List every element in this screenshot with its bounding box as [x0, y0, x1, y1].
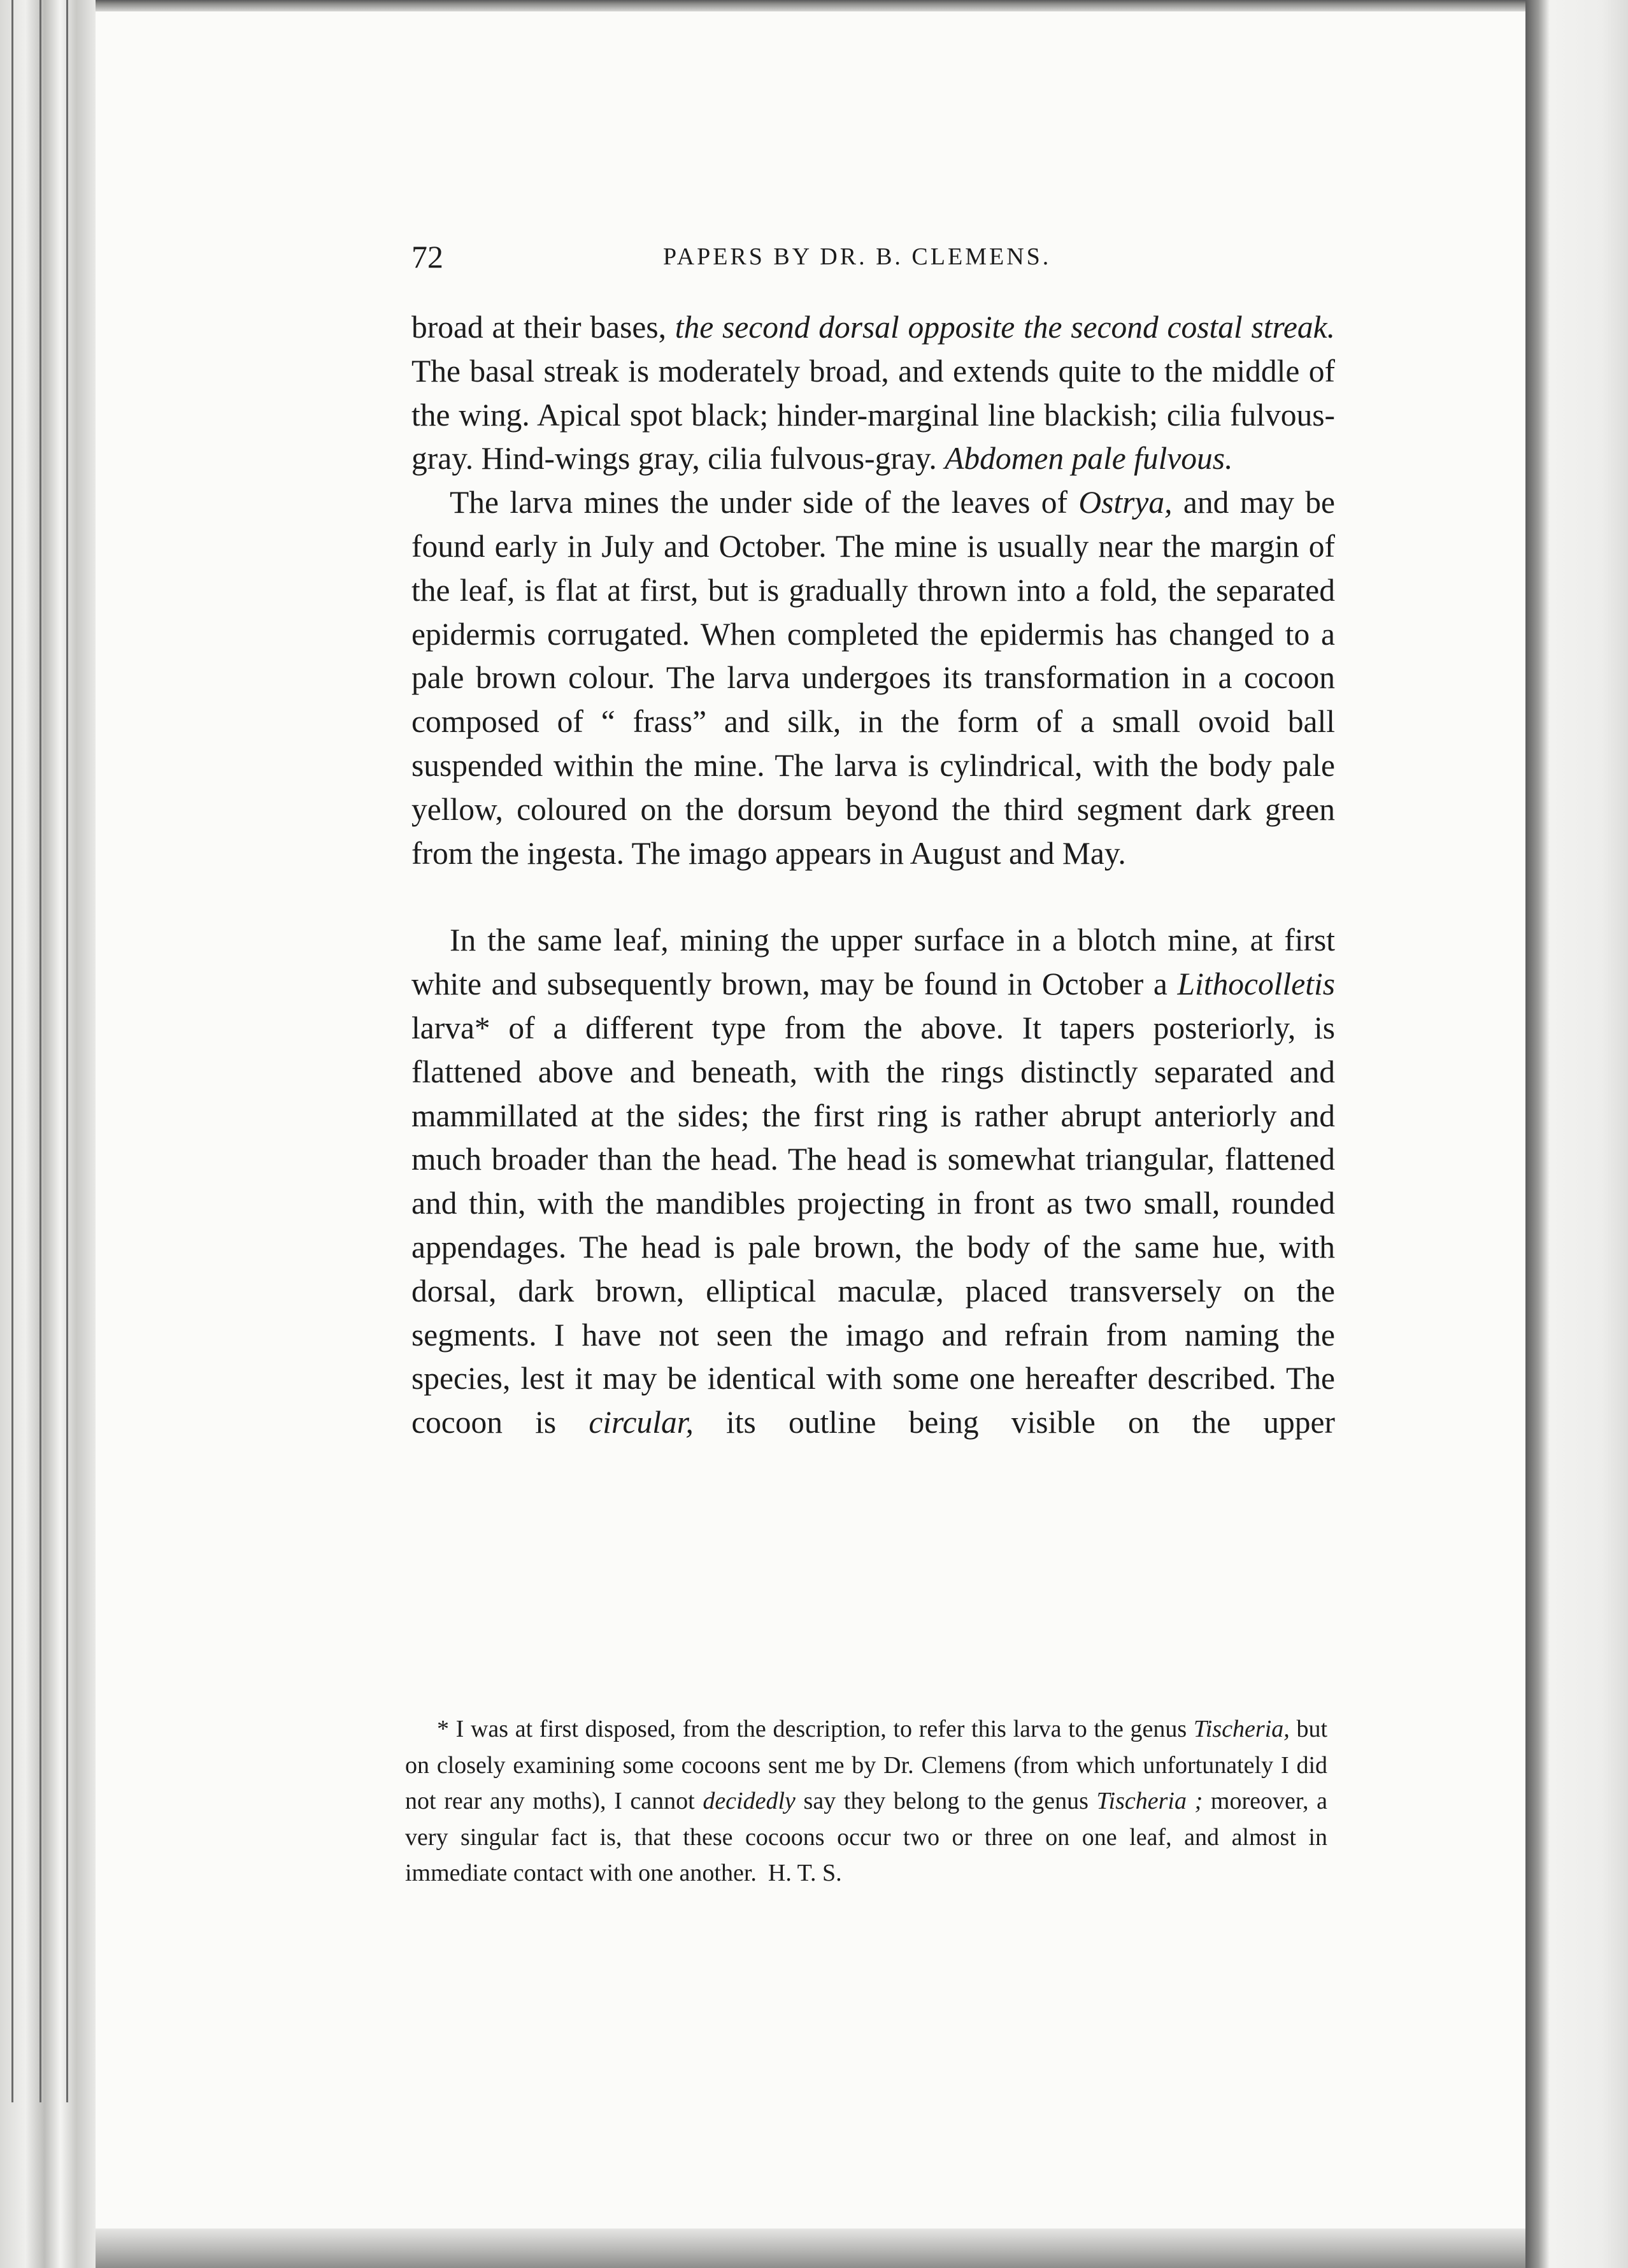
footnote-mark: *: [437, 1716, 449, 1742]
footnote-signature: H. T. S.: [768, 1860, 842, 1886]
footnote-text-end: moreover, a very singular fact is, that these cocoons occur two or three on one leaf, and almost in immediate contact with one another.: [405, 1788, 1328, 1886]
paragraph-2-italic: Ostrya,: [1078, 485, 1173, 520]
paragraph-1-text-cont: The basal streak is moderately broad, and extends quite to the middle of the wing. Apical spot black; hinder-marginal line blackish; cilia fulvous-gray. Hind-wings gray, cilia fulvous-gray.: [411, 353, 1335, 477]
paragraph-1-italic-end: Abdomen pale fulvous.: [945, 441, 1233, 477]
paragraph-3-italic-circular: circular,: [589, 1405, 694, 1440]
running-head: [411, 234, 1341, 279]
footnote-text-cont: but on closely examining some cocoons sent me by Dr. Clemens (from which unfortunately I did not rear any moths), I cannot: [405, 1716, 1327, 1814]
page-bottom-edge: [96, 2229, 1525, 2268]
paragraph-2: [411, 481, 1335, 875]
footnote-text-cont-2: say they belong to the genus: [795, 1788, 1097, 1814]
paragraph-3: [411, 919, 1335, 1445]
page-number: 72: [411, 239, 443, 275]
book-binding-left: [0, 0, 96, 2268]
paragraph-3-text-cont: larva* of a different type from the above. It tapers posteriorly, is flattened above and beneath, with the rings distinctly separated and mammillated at the sides; the first ring is rather abrupt anteriorly and much broader than the head. The head is somewhat triangular, flattened and thin, with the mandibles projecting in front as two small, rounded appendages. The head is pale brown, the body of the same hue, with dorsal, dark brown, elliptical maculæ, placed transversely on the segments. I have not seen the imago and refrain from naming the species, lest it may be identical with some one hereafter described. The cocoon is: [411, 1010, 1335, 1440]
footnote-italic-decidedly: decidedly: [703, 1788, 796, 1814]
paragraph-gap: [411, 875, 1335, 919]
footnote-italic-genus: Tischeria,: [1193, 1716, 1290, 1742]
page-top-edge: [96, 0, 1529, 11]
footnote: [405, 1711, 1327, 1891]
footnote-italic-genus-2: Tischeria ;: [1096, 1788, 1203, 1814]
paragraph-2-text-cont: and may be found early in July and October. The mine is usually near the margin of the leaf, is flat at first, but is gradually thrown into a fold, the separated epidermis corrugated. When completed the epidermis has changed to a pale brown colour. The larva undergoes its transformation in a cocoon composed of “ frass” and silk, in the form of a small ovoid ball suspended within the mine. The larva is cylindrical, with the body pale yellow, coloured on the dorsum beyond the third segment dark green from the ingesta. The imago appears in August and May.: [411, 485, 1336, 871]
running-title: PAPERS BY DR. B. CLEMENS.: [663, 243, 1052, 270]
footnote-paragraph: [405, 1711, 1327, 1891]
footnote-text: I was at first disposed, from the description, to refer this larva to the genus: [449, 1716, 1194, 1742]
binding-rule: [39, 0, 41, 2102]
paragraph-2-text: The larva mines the under side of the leaves of: [450, 485, 1079, 520]
paragraph-1-text: broad at their bases,: [411, 310, 675, 345]
body-text: [411, 306, 1335, 1445]
binding-rule: [66, 0, 68, 2102]
paragraph-1: [411, 306, 1335, 481]
paragraph-3-italic-genus: Lithocolletis: [1177, 966, 1335, 1002]
paragraph-3-text: In the same leaf, mining the upper surface in a blotch mine, at first white and subsequently brown, may be found in October a: [411, 922, 1335, 1002]
binding-rule: [11, 0, 13, 2102]
book-edge-right: [1525, 0, 1628, 2268]
paragraph-3-text-end: its outline being visible on the upper: [693, 1405, 1336, 1440]
paragraph-1-italic: the second dorsal opposite the second costal streak.: [675, 310, 1335, 345]
